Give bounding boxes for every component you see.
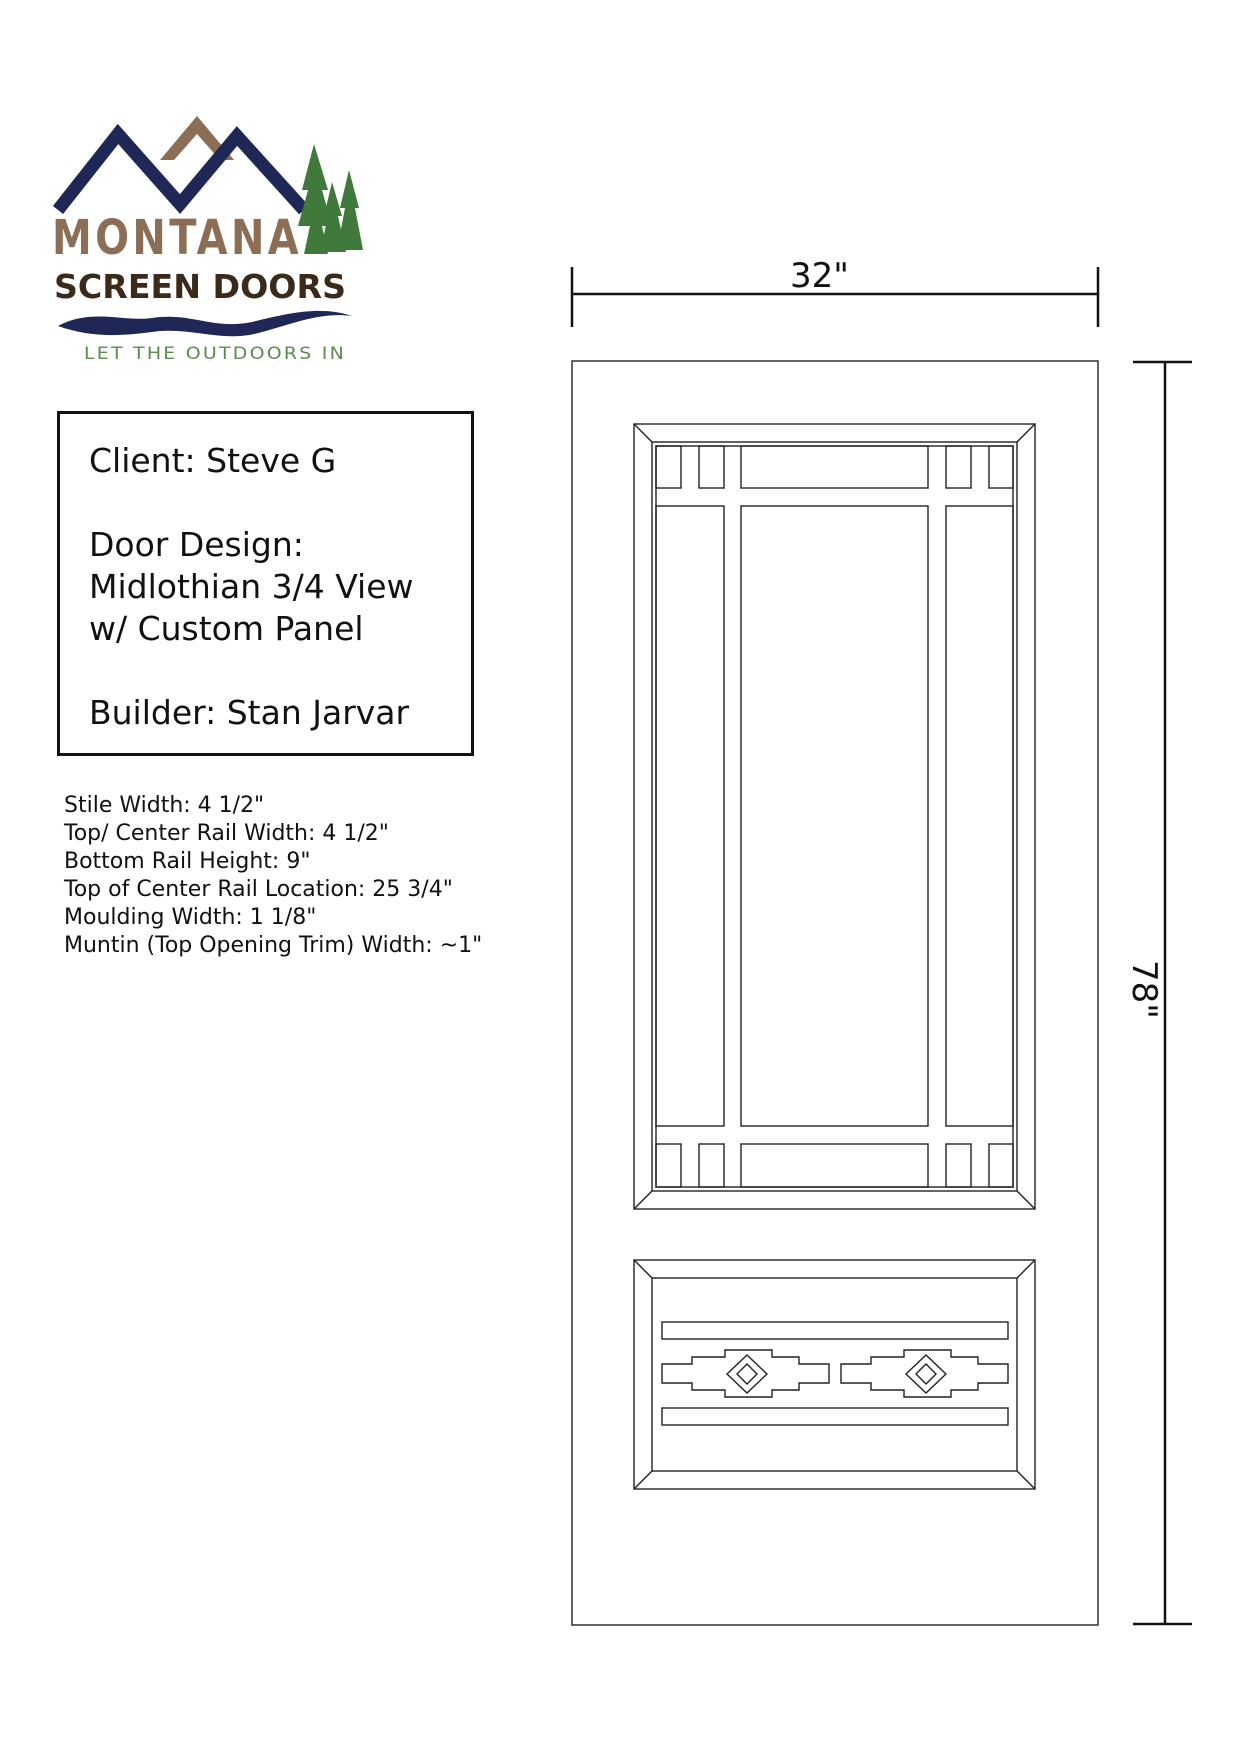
door-outline: [572, 361, 1098, 1625]
client-name: Client: Steve G: [89, 441, 337, 480]
logo-brand-word: MONTANA: [52, 210, 302, 266]
spec-moulding-width: Moulding Width: 1 1/8": [64, 905, 317, 930]
door-design-detail: w/ Custom Panel: [89, 609, 364, 648]
spec-center-rail-location: Top of Center Rail Location: 25 3/4": [64, 877, 453, 902]
spec-stile-width: Stile Width: 4 1/2": [64, 793, 265, 818]
spec-muntin-width: Muntin (Top Opening Trim) Width: ~1": [64, 933, 483, 958]
height-dimension-label: 78": [1124, 960, 1164, 1019]
logo-tagline: LET THE OUTDOORS IN: [84, 344, 346, 364]
lower-panel: [634, 1260, 1035, 1489]
door-design-name: Midlothian 3/4 View: [89, 567, 414, 606]
custom-panel-ornament: [662, 1322, 1008, 1425]
width-dimension-label: 32": [790, 256, 849, 296]
upper-muntin-grid: [656, 446, 1013, 1187]
door-design-label: Door Design:: [89, 525, 304, 564]
spec-bottom-rail: Bottom Rail Height: 9": [64, 849, 311, 874]
logo-subtitle: SCREEN DOORS: [54, 267, 346, 306]
upper-opening: [634, 424, 1035, 1209]
builder-name: Builder: Stan Jarvar: [89, 693, 410, 732]
spec-rail-width: Top/ Center Rail Width: 4 1/2": [64, 821, 389, 846]
